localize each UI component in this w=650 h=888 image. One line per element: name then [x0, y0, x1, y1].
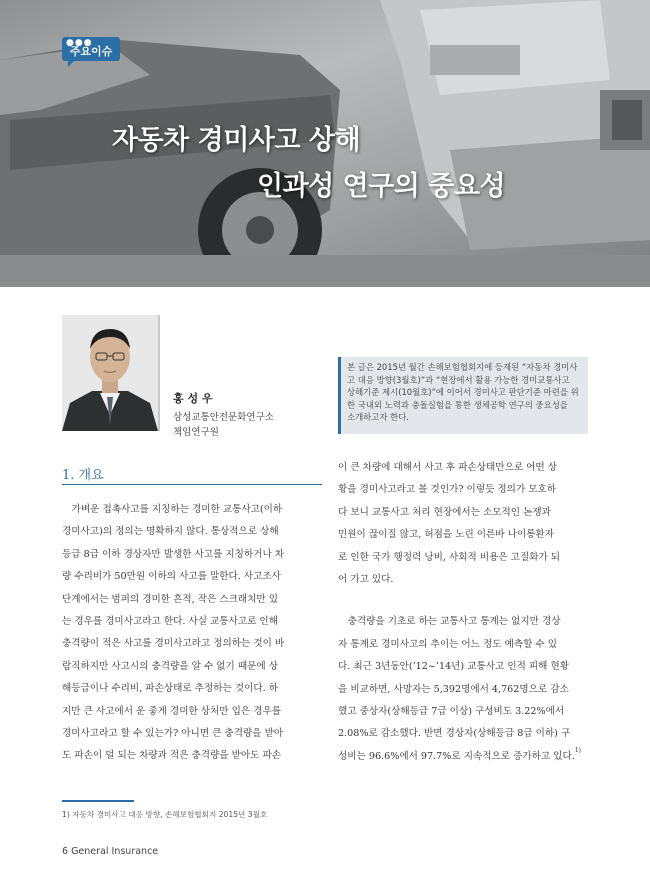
author-role: 책임연구원 [173, 427, 219, 438]
speech-bubble-tail [68, 61, 74, 67]
footnote: 1) 자동차 경미사고 대응 방향, 손해보험협회지 2015년 3월호 [62, 810, 268, 819]
body-line: 로 인한 국가 행정력 낭비, 사회적 비용은 고질화가 되 [338, 551, 561, 563]
body-line: 는 경우를 경미사고라고 한다. 사실 교통사고로 인해 [62, 615, 278, 627]
category-tag-label: 주요이슈 [69, 45, 113, 58]
abstract-line: 한 국내외 노력과 충돌실험을 통한 생체공학 연구의 중요성을 [347, 399, 568, 410]
paragraph-gap [338, 591, 588, 611]
speech-bubble-icon: ●●● [66, 38, 93, 48]
body-line: 가벼운 접촉사고를 지칭하는 경미한 교통사고(이하 [62, 504, 283, 515]
body-line-last [338, 746, 588, 768]
category-tag [62, 37, 120, 61]
body-line: 을 비교하면, 사망자는 5,392명에서 4,762명으로 감소 [338, 683, 569, 695]
body-line: 자 통계로 경미사고의 추이는 어느 정도 예측할 수 있 [338, 638, 558, 650]
body-line: 다 보니 교통사고 처리 현장에서는 소모적인 논쟁과 [338, 506, 551, 518]
footnote-rule [62, 800, 134, 802]
author-portrait-image [62, 315, 158, 431]
body-line: 다. 최근 3년동안(’12~’14년) 교통사고 인적 피해 현황 [338, 661, 570, 673]
article-title-line2: 인과성 연구의 중요성 [257, 171, 506, 202]
body-line: 성비는 96.6%에서 97.7%로 지속적으로 증가하고 있다. [338, 750, 575, 762]
abstract-line: 본 글은 2015년 월간 손해보험협회지에 등재된 “자동차 경미사 [347, 362, 578, 372]
author-organization: 삼성교통안전문화연구소 [173, 412, 274, 423]
abstract-box [338, 357, 588, 434]
section-rule [62, 484, 322, 485]
abstract-line: 소개하고자 한다. [347, 412, 409, 423]
author-name: 홍 성 우 [173, 392, 213, 405]
page-footer: 6 General Insurance [62, 846, 159, 857]
author-photo [62, 315, 158, 431]
body-line: 경미사고라고 할 수 있는가? 아니면 큰 충격량을 받아 [62, 727, 284, 739]
body-line: 람직하지만 사고시의 충격량을 알 수 없기 때문에 상 [62, 660, 278, 672]
body-line: 도 파손이 덜 되는 차량과 적은 충격량을 받아도 파손 [62, 750, 282, 762]
body-line: 량 수리비가 50만원 이하의 사고를 말한다. 사고조사 [62, 571, 281, 583]
footnote-marker: 1) [574, 746, 581, 754]
body-line: 어 가고 있다. [338, 573, 394, 585]
abstract-line: 상해기준 제시(10월호)”에 이어서 경미사고 판단기준 마련을 위 [347, 387, 579, 398]
article-title-line1: 자동차 경미사고 상해 [112, 125, 361, 156]
hero-banner [0, 0, 650, 287]
body-column-right [338, 457, 588, 768]
body-line: 지만 큰 사고에서 운 좋게 경미한 상처만 입은 경우를 [62, 705, 282, 717]
body-line: 충격량을 기초로 하는 교통사고 통계는 없지만 경상 [338, 616, 561, 628]
body-line: 충격량이 적은 사고를 경미사고라고 정의하는 것이 바 [62, 638, 285, 650]
body-line: 했고 중상자(상해등급 7급 이상) 구성비도 3.22%에서 [338, 705, 565, 717]
body-line: 2.08%로 감소했다. 반면 경상자(상해등급 8급 이하) 구 [338, 728, 571, 740]
section-heading: 1. 개요 [62, 468, 104, 483]
body-line: 해등급이나 수리비, 파손상태로 추정하는 것이다. 하 [62, 683, 278, 695]
body-line: 민원이 끊이질 않고, 허점을 노린 이른바 나이롱환자 [338, 529, 554, 541]
body-line: 이 큰 차량에 대해서 사고 후 파손상태만으로 어떤 상 [338, 462, 558, 473]
body-line: 황을 경미사고라고 볼 것인가? 이렇듯 정의가 모호하 [338, 484, 557, 496]
body-line: 경미사고)의 정의는 명확하지 않다. 통상적으로 상해 [62, 526, 279, 538]
body-line: 등급 8급 이하 경상자만 발생한 사고를 지칭하거나 차 [62, 548, 285, 560]
photo-divider [158, 315, 160, 431]
body-column-left [62, 499, 322, 768]
body-line: 단계에서는 범퍼의 경미한 흔적, 작은 스크래치만 있 [62, 593, 278, 605]
abstract-line: 고 대응 방향(3월호)”과 “현장에서 활용 가능한 경미교통사고 [347, 374, 570, 385]
